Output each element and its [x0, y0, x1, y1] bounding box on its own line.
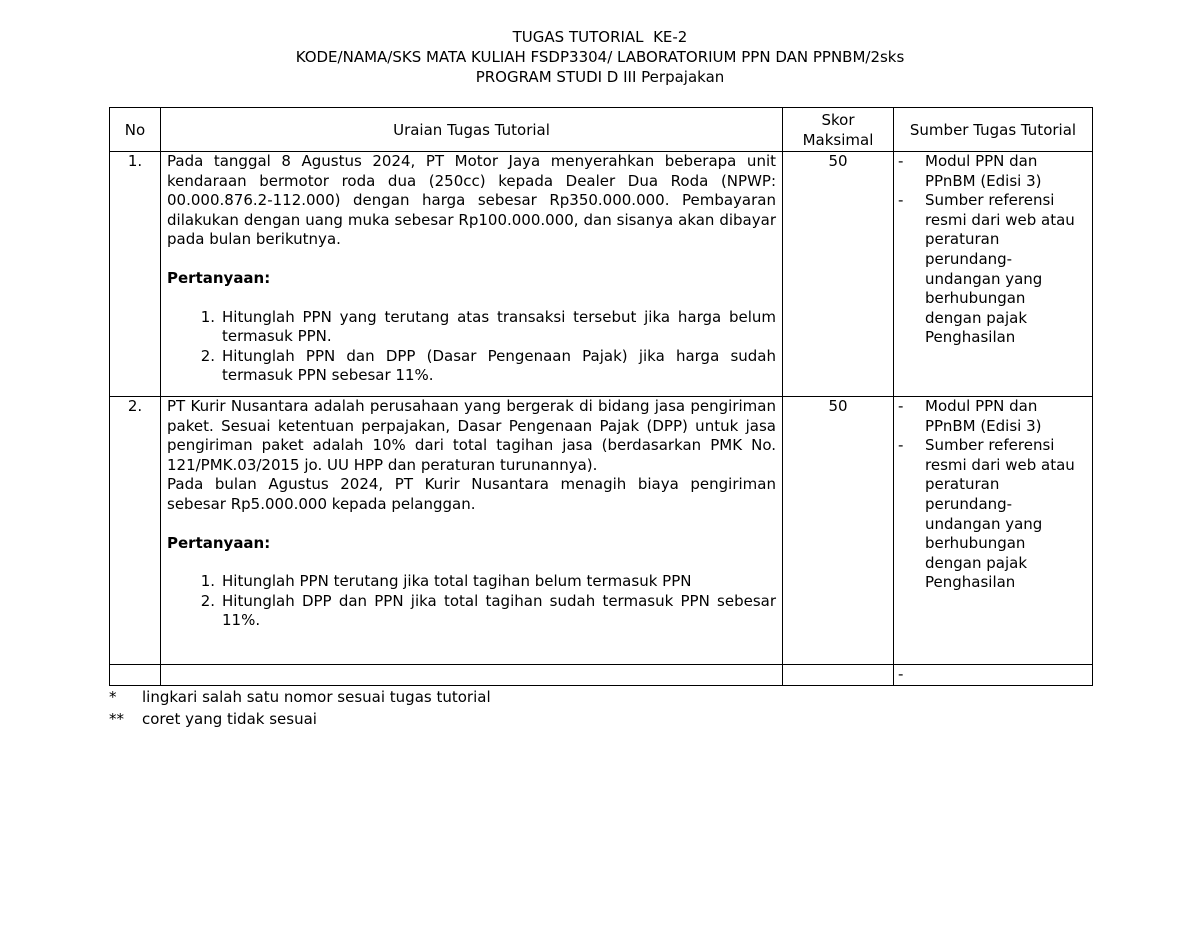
question-list [167, 572, 776, 631]
source-item: - Modul PPN dan PPnBM (Edisi 3) [898, 397, 1042, 435]
footnote: ** coret yang tidak sesuai [109, 710, 317, 728]
header-uraian: Uraian Tugas Tutorial [161, 108, 783, 152]
task-paragraph: Pada bulan Agustus 2024, PT Kurir Nusantara menagih biaya pengiriman sebesar Rp5.000.000 kepada pelanggan. [167, 475, 776, 513]
task-paragraph: PT Kurir Nusantara adalah perusahaan yang bergerak di bidang jasa pengiriman paket. Sesuai ketentuan perpajakan, Dasar Pengenaan Pajak (DPP) untuk jasa pengiriman paket adalah 10% dari total tagihan jasa (berdasarkan PMK No. 121/PMK.03/2015 jo. UU HPP dan peraturan turunannya). [167, 397, 776, 474]
header-no: No [110, 108, 161, 152]
question-list [167, 308, 776, 386]
tutorial-table [109, 107, 1093, 686]
question-label: Pertanyaan: [167, 533, 271, 552]
task-description [161, 152, 783, 397]
footnote: * lingkari salah satu nomor sesuai tugas tutorial [109, 688, 491, 706]
question-label: Pertanyaan: [167, 268, 271, 287]
empty-row [110, 665, 1093, 686]
question-item: 1. Hitunglah PPN yang terutang atas transaksi tersebut jika harga belum termasuk PPN. [200, 307, 776, 346]
row-number: 1. [110, 152, 161, 397]
table-row [110, 397, 1093, 665]
max-score: 50 [783, 152, 894, 397]
header-skor: Skor Maksimal [783, 108, 894, 152]
header-title: TUGAS TUTORIAL KE-2 [512, 28, 688, 46]
empty-source-cell: - [894, 665, 1093, 686]
question-item: 1. Hitunglah PPN terutang jika total tagihan belum termasuk PPN [200, 572, 692, 591]
task-description [161, 397, 783, 665]
question-item: 2. Hitunglah DPP dan PPN jika total tagihan sudah termasuk PPN sebesar 11%. [200, 591, 776, 630]
max-score: 50 [783, 397, 894, 665]
source-item: - Sumber referensi resmi dari web atau peraturan perundang-undangan yang berhubungan dengan pajak Penghasilan [898, 191, 1075, 347]
question-item: 2. Hitunglah PPN dan DPP (Dasar Pengenaan Pajak) jika harga sudah termasuk PPN sebesar 11%. [200, 346, 776, 385]
empty-cell [161, 665, 783, 686]
source-list [894, 397, 1093, 665]
task-paragraph: Pada tanggal 8 Agustus 2024, PT Motor Jaya menyerahkan beberapa unit kendaraan bermotor roda dua (250cc) kepada Dealer Dua Roda (NPWP: 00.000.876.2-112.000) dengan harga sebesar Rp350.000.000. Pembayaran dilakukan dengan uang muka sebesar Rp100.000.000, dan sisanya akan dibayar pada bulan berikutnya. [167, 152, 776, 249]
header-sumber: Sumber Tugas Tutorial [894, 108, 1093, 152]
source-item: - Sumber referensi resmi dari web atau peraturan perundang-undangan yang berhubungan dengan pajak Penghasilan [898, 436, 1075, 592]
empty-cell [783, 665, 894, 686]
source-item: - Modul PPN dan PPnBM (Edisi 3) [898, 152, 1042, 190]
table-header-row [110, 108, 1093, 152]
table-row [110, 152, 1093, 397]
document-header [0, 27, 1200, 87]
source-list [894, 152, 1093, 397]
header-program: PROGRAM STUDI D III Perpajakan [475, 68, 725, 86]
footnotes [109, 686, 491, 730]
header-course: KODE/NAMA/SKS MATA KULIAH FSDP3304/ LABORATORIUM PPN DAN PPNBM/2sks [295, 48, 905, 66]
empty-cell [110, 665, 161, 686]
row-number: 2. [110, 397, 161, 665]
